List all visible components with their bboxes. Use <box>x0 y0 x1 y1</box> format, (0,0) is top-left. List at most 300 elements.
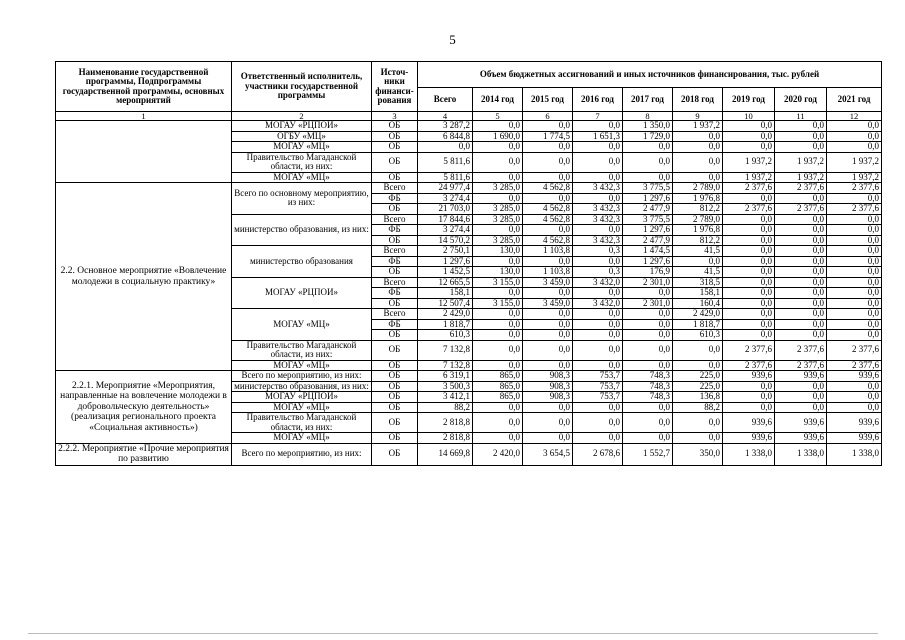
amount-cell: 0,0 <box>723 309 775 320</box>
amount-cell: 0,0 <box>573 330 623 341</box>
amount-cell: 1 937,2 <box>673 121 723 132</box>
source-cell: ФБ <box>372 288 418 299</box>
amount-cell: 0,0 <box>523 433 573 444</box>
amount-cell: 1 937,2 <box>827 172 882 183</box>
amount-cell: 610,3 <box>673 330 723 341</box>
amount-cell: 3 155,0 <box>473 298 523 309</box>
amount-cell: 1 338,0 <box>775 443 827 465</box>
amount-cell: 0,0 <box>573 256 623 267</box>
amount-cell: 0,0 <box>573 193 623 204</box>
amount-cell: 0,0 <box>723 131 775 142</box>
column-number: 2 <box>232 112 372 121</box>
amount-cell: 0,0 <box>473 319 523 330</box>
amount-cell: 0,0 <box>827 277 882 288</box>
column-number: 4 <box>418 112 473 121</box>
amount-cell: 3 412,1 <box>418 392 473 403</box>
amount-cell: 0,0 <box>623 309 673 320</box>
amount-cell: 0,0 <box>723 256 775 267</box>
amount-cell: 0,0 <box>775 319 827 330</box>
amount-cell: 0,0 <box>473 330 523 341</box>
amount-cell: 4 562,8 <box>523 214 573 225</box>
amount-cell: 0,0 <box>573 225 623 236</box>
amount-cell: 0,0 <box>827 402 882 413</box>
amount-cell: 0,0 <box>573 152 623 172</box>
amount-cell: 2 818,8 <box>418 433 473 444</box>
executor-cell: МОГАУ «МЦ» <box>232 402 372 413</box>
amount-cell: 0,0 <box>723 298 775 309</box>
amount-cell: 2 420,0 <box>473 443 523 465</box>
amount-cell: 0,0 <box>673 172 723 183</box>
program-name-cell: 2.2.2. Мероприятие «Прочие мероприятия по развитию <box>56 443 232 465</box>
column-number: 5 <box>473 112 523 121</box>
amount-cell: 3 459,0 <box>523 277 573 288</box>
amount-cell: 3 274,4 <box>418 193 473 204</box>
amount-cell: 1 818,7 <box>418 319 473 330</box>
table-row <box>56 371 882 382</box>
amount-cell: 0,0 <box>473 193 523 204</box>
amount-cell: 24 977,4 <box>418 183 473 194</box>
amount-cell: 0,0 <box>473 340 523 360</box>
source-cell: Всего <box>372 277 418 288</box>
amount-cell: 0,0 <box>523 402 573 413</box>
amount-cell: 0,0 <box>573 413 623 433</box>
executor-cell: Всего по мероприятию, из них: <box>232 371 372 382</box>
amount-cell: 0,0 <box>775 193 827 204</box>
page-number: 5 <box>449 32 456 47</box>
source-cell: ОБ <box>372 402 418 413</box>
amount-cell: 0,0 <box>523 309 573 320</box>
amount-cell: 0,0 <box>623 319 673 330</box>
amount-cell: 3 155,0 <box>473 277 523 288</box>
amount-cell: 1 552,7 <box>623 443 673 465</box>
amount-cell: 0,0 <box>523 360 573 371</box>
amount-cell: 0,0 <box>473 360 523 371</box>
executor-cell: МОГАУ «МЦ» <box>232 172 372 183</box>
amount-cell: 158,1 <box>673 288 723 299</box>
program-name-cell: 2.2. Основное мероприятие «Вовлечение молодежи в социальную практику» <box>56 183 232 371</box>
amount-cell: 2 301,0 <box>623 277 673 288</box>
amount-cell: 2 477,9 <box>623 235 673 246</box>
amount-cell: 0,0 <box>473 172 523 183</box>
amount-cell: 160,4 <box>673 298 723 309</box>
amount-cell: 0,0 <box>623 433 673 444</box>
amount-cell: 1 729,0 <box>623 131 673 142</box>
amount-cell: 2 377,6 <box>775 340 827 360</box>
amount-cell: 1 350,0 <box>623 121 673 132</box>
amount-cell: 1 937,2 <box>775 152 827 172</box>
amount-cell: 0,0 <box>473 225 523 236</box>
amount-cell: 0,0 <box>827 267 882 278</box>
executor-cell: Всего по основному мероприятию, из них: <box>232 183 372 215</box>
amount-cell: 0,0 <box>827 256 882 267</box>
amount-cell: 0,0 <box>523 319 573 330</box>
amount-cell: 0,0 <box>827 381 882 392</box>
amount-cell: 908,3 <box>523 371 573 382</box>
header-year: 2014 год <box>473 88 523 112</box>
amount-cell: 939,6 <box>775 413 827 433</box>
bottom-rule <box>28 633 878 634</box>
executor-cell: Всего по мероприятию, из них: <box>232 443 372 465</box>
amount-cell: 0,0 <box>775 225 827 236</box>
amount-cell: 0,0 <box>523 152 573 172</box>
amount-cell: 0,0 <box>723 288 775 299</box>
amount-cell: 939,6 <box>775 371 827 382</box>
column-number: 7 <box>573 112 623 121</box>
amount-cell: 0,0 <box>573 402 623 413</box>
amount-cell: 0,0 <box>775 288 827 299</box>
amount-cell: 0,0 <box>573 121 623 132</box>
executor-cell: министерство образования, из них: <box>232 381 372 392</box>
amount-cell: 0,0 <box>723 330 775 341</box>
source-cell: ОБ <box>372 152 418 172</box>
amount-cell: 0,0 <box>775 214 827 225</box>
amount-cell: 2 377,6 <box>723 183 775 194</box>
amount-cell: 0,0 <box>573 319 623 330</box>
amount-cell: 2 377,6 <box>827 360 882 371</box>
amount-cell: 7 132,8 <box>418 360 473 371</box>
amount-cell: 0,0 <box>827 193 882 204</box>
executor-cell: министерство образования, из них: <box>232 214 372 246</box>
amount-cell: 0,0 <box>623 142 673 153</box>
header-year: 2019 год <box>723 88 775 112</box>
amount-cell: 2 818,8 <box>418 413 473 433</box>
amount-cell: 0,0 <box>523 172 573 183</box>
amount-cell: 0,0 <box>573 309 623 320</box>
amount-cell: 1 937,2 <box>723 172 775 183</box>
amount-cell: 0,0 <box>623 152 673 172</box>
amount-cell: 88,2 <box>418 402 473 413</box>
amount-cell: 0,0 <box>723 402 775 413</box>
source-cell: ОБ <box>372 443 418 465</box>
amount-cell: 0,0 <box>827 214 882 225</box>
amount-cell: 0,0 <box>723 267 775 278</box>
amount-cell: 12 665,5 <box>418 277 473 288</box>
amount-cell: 0,0 <box>573 172 623 183</box>
amount-cell: 3 775,5 <box>623 183 673 194</box>
amount-cell: 865,0 <box>473 381 523 392</box>
amount-cell: 0,0 <box>473 413 523 433</box>
header-col1: Наименование государственной программы, Подпрограммы государственной программы, основных мероприятий <box>56 62 232 112</box>
amount-cell: 812,2 <box>673 204 723 215</box>
source-cell: ОБ <box>372 267 418 278</box>
amount-cell: 2 477,9 <box>623 204 673 215</box>
amount-cell: 3 432,3 <box>573 204 623 215</box>
amount-cell: 1 452,5 <box>418 267 473 278</box>
executor-cell: Правительство Магаданской области, из них: <box>232 340 372 360</box>
amount-cell: 0,0 <box>775 402 827 413</box>
amount-cell: 17 844,6 <box>418 214 473 225</box>
executor-cell: МОГАУ «МЦ» <box>232 142 372 153</box>
amount-cell: 3 274,4 <box>418 225 473 236</box>
amount-cell: 0,0 <box>723 381 775 392</box>
amount-cell: 0,0 <box>723 392 775 403</box>
source-cell: Всего <box>372 309 418 320</box>
amount-cell: 1 103,8 <box>523 267 573 278</box>
amount-cell: 939,6 <box>775 433 827 444</box>
amount-cell: 318,5 <box>673 277 723 288</box>
amount-cell: 2 429,0 <box>418 309 473 320</box>
amount-cell: 0,0 <box>775 235 827 246</box>
amount-cell: 2 377,6 <box>775 360 827 371</box>
amount-cell: 41,5 <box>673 246 723 257</box>
amount-cell: 0,0 <box>827 319 882 330</box>
amount-cell: 908,3 <box>523 381 573 392</box>
source-cell: ОБ <box>372 235 418 246</box>
amount-cell: 1 976,8 <box>673 193 723 204</box>
amount-cell: 0,0 <box>623 330 673 341</box>
program-name-cell <box>56 121 232 183</box>
amount-cell: 3 432,3 <box>573 235 623 246</box>
amount-cell: 1 774,5 <box>523 131 573 142</box>
amount-cell: 1 937,2 <box>827 152 882 172</box>
source-cell: ОБ <box>372 360 418 371</box>
amount-cell: 939,6 <box>827 413 882 433</box>
amount-cell: 0,0 <box>827 131 882 142</box>
amount-cell: 0,0 <box>827 246 882 257</box>
amount-cell: 41,5 <box>673 267 723 278</box>
amount-cell: 0,0 <box>775 277 827 288</box>
program-name-cell: 2.2.1. Мероприятие «Мероприятия, направленные на вовлечение молодежи в добровольческую деятельность» (реализация регионального проекта «Социальная активность») <box>56 371 232 444</box>
amount-cell: 1 818,7 <box>673 319 723 330</box>
amount-cell: 176,9 <box>623 267 673 278</box>
amount-cell: 1 297,6 <box>623 193 673 204</box>
amount-cell: 0,0 <box>473 121 523 132</box>
header-col3: Источ-ники финанси-рования <box>372 62 418 112</box>
column-number: 9 <box>673 112 723 121</box>
amount-cell: 865,0 <box>473 392 523 403</box>
column-number: 10 <box>723 112 775 121</box>
amount-cell: 6 844,8 <box>418 131 473 142</box>
amount-cell: 1 651,3 <box>573 131 623 142</box>
amount-cell: 0,0 <box>523 330 573 341</box>
amount-cell: 0,0 <box>775 392 827 403</box>
amount-cell: 3 432,0 <box>573 298 623 309</box>
amount-cell: 0,0 <box>523 121 573 132</box>
amount-cell: 1 976,8 <box>673 225 723 236</box>
amount-cell: 0,0 <box>827 392 882 403</box>
amount-cell: 2 377,6 <box>723 340 775 360</box>
amount-cell: 865,0 <box>473 371 523 382</box>
amount-cell: 939,6 <box>827 433 882 444</box>
amount-cell: 0,0 <box>775 298 827 309</box>
source-cell: ОБ <box>372 330 418 341</box>
executor-cell: МОГАУ «МЦ» <box>232 309 372 341</box>
header-total: Всего <box>418 88 473 112</box>
amount-cell: 3 432,3 <box>573 214 623 225</box>
amount-cell: 1 937,2 <box>723 152 775 172</box>
amount-cell: 0,0 <box>523 256 573 267</box>
amount-cell: 5 811,6 <box>418 172 473 183</box>
amount-cell: 7 132,8 <box>418 340 473 360</box>
amount-cell: 3 285,0 <box>473 214 523 225</box>
amount-cell: 3 285,0 <box>473 183 523 194</box>
amount-cell: 3 432,0 <box>573 277 623 288</box>
amount-cell: 1 474,5 <box>623 246 673 257</box>
amount-cell: 0,0 <box>775 330 827 341</box>
header-col2: Ответственный исполнитель, участники государственной программы <box>232 62 372 112</box>
table-row <box>56 443 882 465</box>
amount-cell: 0,0 <box>775 309 827 320</box>
amount-cell: 0,0 <box>673 433 723 444</box>
amount-cell: 21 703,0 <box>418 204 473 215</box>
amount-cell: 4 562,8 <box>523 183 573 194</box>
amount-cell: 2 789,0 <box>673 183 723 194</box>
source-cell: Всего <box>372 246 418 257</box>
column-number: 12 <box>827 112 882 121</box>
amount-cell: 136,8 <box>673 392 723 403</box>
amount-cell: 748,3 <box>623 381 673 392</box>
source-cell: ОБ <box>372 392 418 403</box>
amount-cell: 0,0 <box>623 360 673 371</box>
amount-cell: 1 338,0 <box>827 443 882 465</box>
amount-cell: 0,0 <box>827 142 882 153</box>
amount-cell: 0,0 <box>827 330 882 341</box>
amount-cell: 0,0 <box>827 121 882 132</box>
amount-cell: 0,3 <box>573 246 623 257</box>
amount-cell: 4 562,8 <box>523 204 573 215</box>
column-number: 1 <box>56 112 232 121</box>
amount-cell: 0,0 <box>573 433 623 444</box>
amount-cell: 0,0 <box>723 235 775 246</box>
amount-cell: 0,0 <box>673 360 723 371</box>
amount-cell: 0,0 <box>775 121 827 132</box>
amount-cell: 2 678,6 <box>573 443 623 465</box>
amount-cell: 0,0 <box>723 193 775 204</box>
source-cell: ОБ <box>372 298 418 309</box>
amount-cell: 939,6 <box>723 413 775 433</box>
amount-cell: 3 459,0 <box>523 298 573 309</box>
amount-cell: 225,0 <box>673 371 723 382</box>
amount-cell: 3 287,2 <box>418 121 473 132</box>
amount-cell: 1 297,6 <box>418 256 473 267</box>
amount-cell: 0,0 <box>473 256 523 267</box>
amount-cell: 0,3 <box>573 267 623 278</box>
amount-cell: 753,7 <box>573 371 623 382</box>
amount-cell: 0,0 <box>473 142 523 153</box>
amount-cell: 939,6 <box>723 371 775 382</box>
executor-cell: МОГАУ «МЦ» <box>232 360 372 371</box>
amount-cell: 0,0 <box>473 309 523 320</box>
amount-cell: 0,0 <box>775 246 827 257</box>
amount-cell: 0,0 <box>673 152 723 172</box>
header-year: 2015 год <box>523 88 573 112</box>
amount-cell: 0,0 <box>573 288 623 299</box>
amount-cell: 0,0 <box>473 433 523 444</box>
executor-cell: министерство образования <box>232 246 372 278</box>
amount-cell: 748,3 <box>623 371 673 382</box>
amount-cell: 753,7 <box>573 381 623 392</box>
amount-cell: 3 654,5 <box>523 443 573 465</box>
amount-cell: 0,0 <box>623 288 673 299</box>
source-cell: ОБ <box>372 131 418 142</box>
amount-cell: 2 377,6 <box>827 204 882 215</box>
source-cell: ФБ <box>372 256 418 267</box>
amount-cell: 0,0 <box>723 121 775 132</box>
amount-cell: 0,0 <box>673 131 723 142</box>
header-year: 2020 год <box>775 88 827 112</box>
amount-cell: 225,0 <box>673 381 723 392</box>
amount-cell: 2 377,6 <box>723 360 775 371</box>
amount-cell: 2 377,6 <box>827 340 882 360</box>
amount-cell: 0,0 <box>775 267 827 278</box>
header-year: 2018 год <box>673 88 723 112</box>
executor-cell: МОГАУ «РЦПОИ» <box>232 277 372 309</box>
executor-cell: Правительство Магаданской области, из них: <box>232 413 372 433</box>
amount-cell: 0,0 <box>523 142 573 153</box>
amount-cell: 4 562,8 <box>523 235 573 246</box>
table-row <box>56 121 882 132</box>
amount-cell: 0,0 <box>473 402 523 413</box>
amount-cell: 0,0 <box>623 413 673 433</box>
amount-cell: 0,0 <box>523 193 573 204</box>
amount-cell: 0,0 <box>523 413 573 433</box>
amount-cell: 0,0 <box>775 381 827 392</box>
amount-cell: 0,0 <box>827 235 882 246</box>
amount-cell: 0,0 <box>623 172 673 183</box>
executor-cell: МОГАУ «РЦПОИ» <box>232 121 372 132</box>
amount-cell: 3 285,0 <box>473 235 523 246</box>
amount-cell: 0,0 <box>623 340 673 360</box>
amount-cell: 812,2 <box>673 235 723 246</box>
amount-cell: 0,0 <box>573 340 623 360</box>
amount-cell: 0,0 <box>523 340 573 360</box>
amount-cell: 0,0 <box>523 288 573 299</box>
amount-cell: 0,0 <box>827 309 882 320</box>
amount-cell: 0,0 <box>827 225 882 236</box>
column-number: 6 <box>523 112 573 121</box>
amount-cell: 0,0 <box>418 142 473 153</box>
amount-cell: 0,0 <box>523 225 573 236</box>
source-cell: ОБ <box>372 381 418 392</box>
amount-cell: 0,0 <box>673 340 723 360</box>
budget-table <box>55 61 882 466</box>
amount-cell: 0,0 <box>827 298 882 309</box>
amount-cell: 1 297,6 <box>623 225 673 236</box>
amount-cell: 0,0 <box>723 319 775 330</box>
amount-cell: 753,7 <box>573 392 623 403</box>
amount-cell: 3 285,0 <box>473 204 523 215</box>
column-number: 11 <box>775 112 827 121</box>
amount-cell: 350,0 <box>673 443 723 465</box>
amount-cell: 130,0 <box>473 267 523 278</box>
executor-cell: Правительство Магаданской области, из них: <box>232 152 372 172</box>
amount-cell: 0,0 <box>573 360 623 371</box>
amount-cell: 0,0 <box>573 142 623 153</box>
amount-cell: 0,0 <box>473 288 523 299</box>
amount-cell: 0,0 <box>775 131 827 142</box>
source-cell: Всего <box>372 214 418 225</box>
header-group: Объем бюджетных ассигнований и иных источников финансирования, тыс. рублей <box>418 62 882 88</box>
amount-cell: 1 338,0 <box>723 443 775 465</box>
amount-cell: 0,0 <box>723 225 775 236</box>
amount-cell: 0,0 <box>673 142 723 153</box>
amount-cell: 2 750,1 <box>418 246 473 257</box>
executor-cell: МОГАУ «РЦПОИ» <box>232 392 372 403</box>
header-year: 2017 год <box>623 88 673 112</box>
amount-cell: 0,0 <box>723 142 775 153</box>
amount-cell: 0,0 <box>723 214 775 225</box>
amount-cell: 130,0 <box>473 246 523 257</box>
amount-cell: 1 937,2 <box>775 172 827 183</box>
amount-cell: 3 775,5 <box>623 214 673 225</box>
amount-cell: 14 570,2 <box>418 235 473 246</box>
amount-cell: 3 432,3 <box>573 183 623 194</box>
executor-cell: МОГАУ «МЦ» <box>232 433 372 444</box>
amount-cell: 0,0 <box>723 277 775 288</box>
table-row <box>56 183 882 194</box>
amount-cell: 908,3 <box>523 392 573 403</box>
source-cell: ФБ <box>372 319 418 330</box>
